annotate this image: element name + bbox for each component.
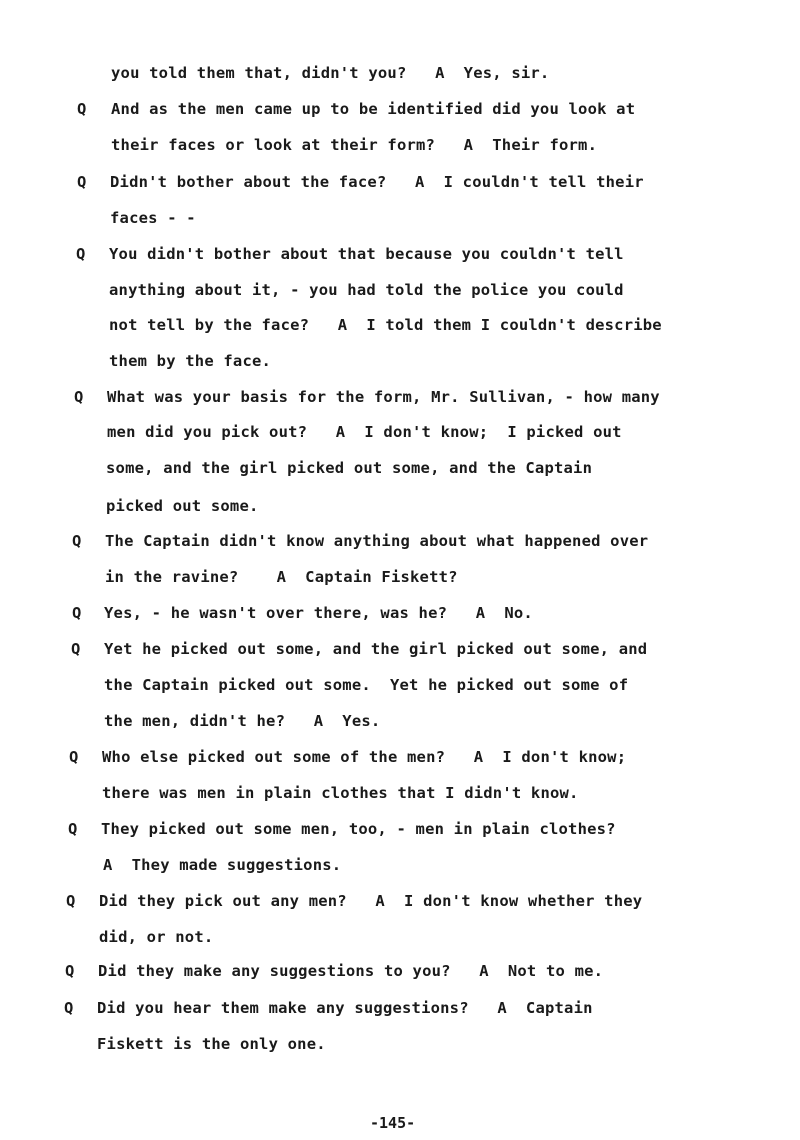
transcript-line: They picked out some men, too, - men in plain clothes?	[101, 820, 616, 838]
transcript-line: in the ravine? A Captain Fiskett?	[105, 568, 458, 586]
transcript-line: men did you pick out? A I don't know; I picked out	[107, 423, 622, 441]
question-marker: Q	[65, 962, 75, 980]
transcript-line: The Captain didn't know anything about what happened over	[105, 532, 649, 550]
transcript-line: picked out some.	[106, 497, 259, 515]
question-marker: Q	[68, 820, 78, 838]
transcript-line: A They made suggestions.	[103, 856, 342, 874]
page-number: -145-	[370, 1114, 416, 1132]
transcript-line: Didn't bother about the face? A I couldn't tell their	[110, 173, 644, 191]
transcript-line: some, and the girl picked out some, and the Captain	[106, 459, 593, 477]
transcript-line: Did they pick out any men? A I don't know whether they	[99, 892, 643, 910]
transcript-line: did, or not.	[99, 928, 214, 946]
transcript-line: there was men in plain clothes that I didn't know.	[102, 784, 579, 802]
transcript-line: Did they make any suggestions to you? A Not to me.	[98, 962, 604, 980]
question-marker: Q	[74, 388, 84, 406]
transcript-line: not tell by the face? A I told them I couldn't describe	[109, 316, 662, 334]
transcript-line: Who else picked out some of the men? A I don't know;	[102, 748, 627, 766]
question-marker: Q	[69, 748, 79, 766]
transcript-line: you told them that, didn't you? A Yes, sir.	[111, 64, 550, 82]
question-marker: Q	[77, 173, 87, 191]
question-marker: Q	[66, 892, 76, 910]
question-marker: Q	[64, 999, 74, 1017]
transcript-line: You didn't bother about that because you couldn't tell	[109, 245, 624, 263]
question-marker: Q	[72, 532, 82, 550]
question-marker: Q	[76, 245, 86, 263]
question-marker: Q	[72, 604, 82, 622]
transcript-line: And as the men came up to be identified did you look at	[111, 100, 636, 118]
question-marker: Q	[71, 640, 81, 658]
question-marker: Q	[77, 100, 87, 118]
transcript-line: anything about it, - you had told the police you could	[109, 281, 624, 299]
transcript-line: faces - -	[110, 209, 196, 227]
transcript-line: Yet he picked out some, and the girl picked out some, and	[104, 640, 648, 658]
transcript-line: Yes, - he wasn't over there, was he? A No.	[104, 604, 533, 622]
transcript-line: Did you hear them make any suggestions? A Captain	[97, 999, 593, 1017]
transcript-line: Fiskett is the only one.	[97, 1035, 326, 1053]
transcript-line: the men, didn't he? A Yes.	[104, 712, 381, 730]
transcript-line: them by the face.	[109, 352, 272, 370]
transcript-line: their faces or look at their form? A Their form.	[111, 136, 598, 154]
transcript-line: What was your basis for the form, Mr. Sullivan, - how many	[107, 388, 660, 406]
transcript-line: the Captain picked out some. Yet he picked out some of	[104, 676, 629, 694]
